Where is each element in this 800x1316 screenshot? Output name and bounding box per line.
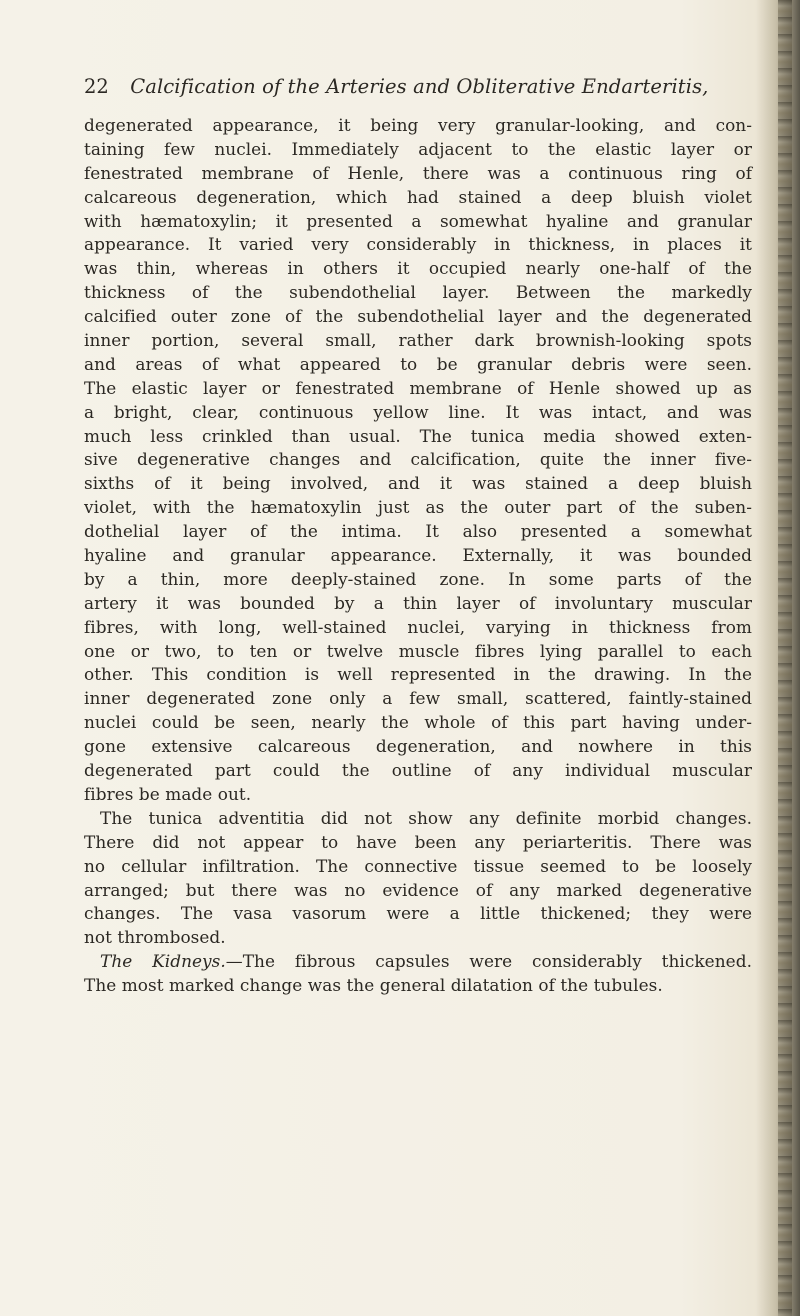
text-line: inner degenerated zone only a few small, scattered, faintly-stained	[84, 688, 752, 709]
text-line: gone extensive calcareous degeneration, and nowhere in this	[84, 736, 752, 757]
text-line: artery it was bounded by a thin layer of involuntary muscular	[84, 592, 752, 613]
text-line: changes. The vasa vasorum were a little thickened; they were	[84, 903, 752, 924]
text-line-paragraph-end: fibres be made out.	[84, 783, 252, 804]
text-line: appearance. It varied very considerably in thickness, in places it	[84, 234, 752, 255]
text-line: and areas of what appeared to be granular debris were seen.	[84, 353, 752, 374]
text-line-paragraph-end: not thrombosed.	[84, 927, 226, 948]
text-line: violet, with the hæmatoxylin just as the outer part of the suben-	[84, 497, 752, 518]
text-line: fenestrated membrane of Henle, there was a continuous ring of	[84, 162, 752, 183]
text-line: The most marked change was the general dilatation of the tubules.	[84, 975, 663, 996]
text-line: much less crinkled than usual. The tunica media showed exten-	[84, 425, 752, 446]
body-text	[84, 114, 752, 998]
text-line: sixths of it being involved, and it was stained a deep bluish	[84, 473, 752, 494]
text-line: The elastic layer or fenestrated membrane of Henle showed up as	[84, 377, 752, 398]
text-line: There did not appear to have been any periarteritis. There was	[84, 831, 752, 852]
text-line: inner portion, several small, rather dark brownish-looking spots	[84, 330, 752, 351]
text-line: one or two, to ten or twelve muscle fibres lying parallel to each	[84, 640, 752, 661]
text-line: dothelial layer of the intima. It also presented a somewhat	[84, 521, 752, 542]
book-binding-edge	[756, 0, 800, 1316]
text-line: with hæmatoxylin; it presented a somewhat hyaline and granular	[84, 210, 752, 231]
page-number: 22	[84, 75, 109, 98]
text-line: by a thin, more deeply-stained zone. In some parts of the	[84, 568, 752, 589]
running-title: Calcification of the Arteries and Obliterative Endarteritis,	[130, 75, 709, 98]
text-line: nuclei could be seen, nearly the whole of this part having under-	[84, 712, 752, 733]
text-line: other. This condition is well represented in the drawing. In the	[84, 664, 752, 685]
kidneys-heading: The Kidneys.	[100, 951, 226, 972]
text-line: hyaline and granular appearance. Externally, it was bounded	[84, 545, 752, 566]
text-line: thickness of the subendothelial layer. Between the markedly	[84, 282, 752, 303]
text-line: taining few nuclei. Immediately adjacent to the elastic layer or	[84, 138, 752, 159]
text-line: no cellular infiltration. The connective tissue seemed to be loosely	[84, 855, 752, 876]
text-line: a bright, clear, continuous yellow line. It was intact, and was	[84, 401, 752, 422]
text-line: degenerated appearance, it being very granular-looking, and con-	[84, 115, 752, 135]
text-line: degenerated part could the outline of any individual muscular	[84, 760, 752, 781]
text-line-paragraph-start: The tunica adventitia did not show any definite morbid changes.	[100, 807, 752, 828]
running-header	[84, 70, 754, 104]
text-line: was thin, whereas in others it occupied nearly one-half of the	[84, 258, 752, 279]
text-line: fibres, with long, well-stained nuclei, varying in thickness from	[84, 616, 752, 637]
kidneys-paragraph-start	[84, 950, 752, 974]
text-line: calcareous degeneration, which had stained a deep bluish violet	[84, 186, 752, 207]
kidneys-line-text: —The fibrous capsules were considerably thickened.	[225, 951, 752, 972]
text-line: sive degenerative changes and calcification, quite the inner five-	[84, 449, 752, 470]
text-line: calcified outer zone of the subendothelial layer and the degenerated	[84, 306, 752, 327]
text-line: arranged; but there was no evidence of any marked degenerative	[84, 879, 752, 900]
